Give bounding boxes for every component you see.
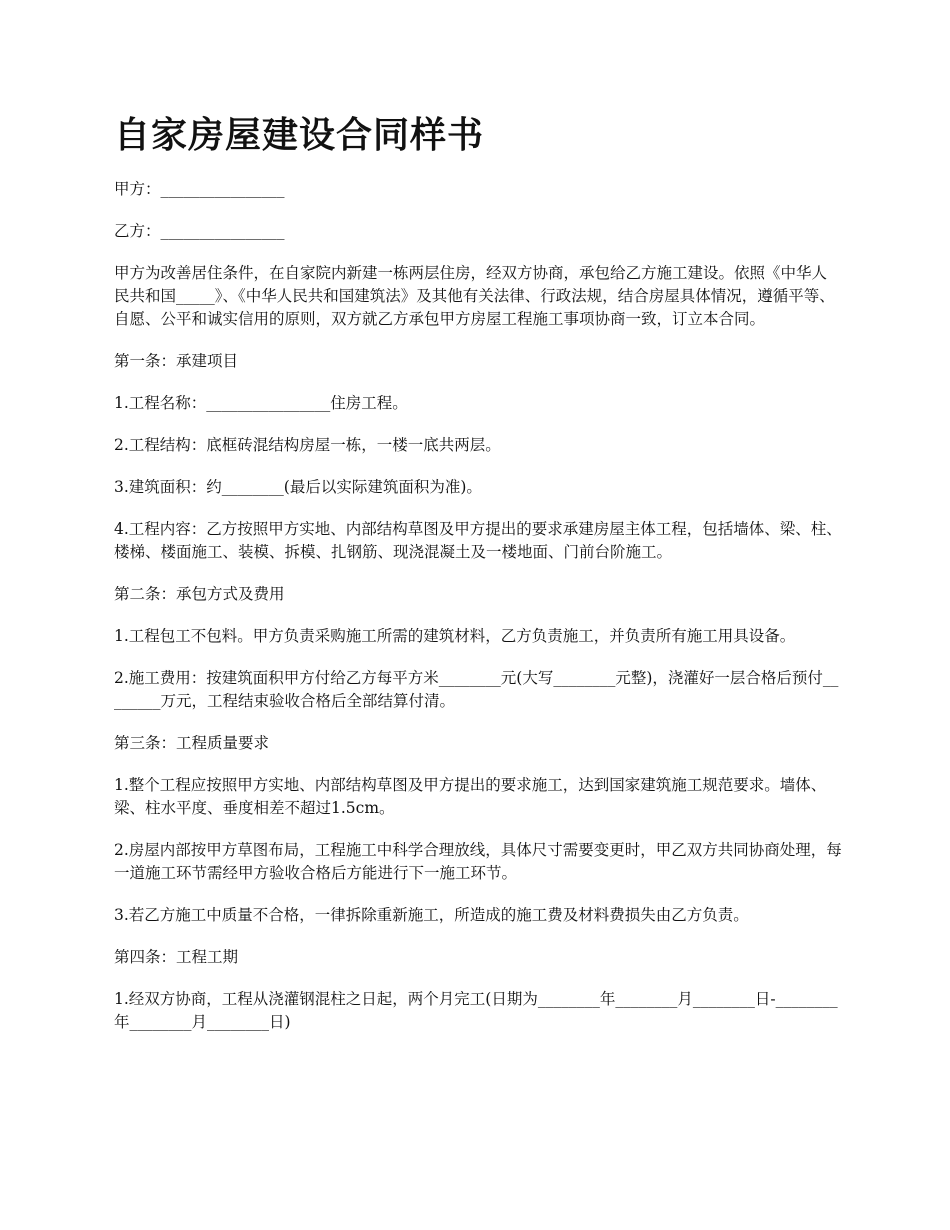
- document-title: 自家房屋建设合同样书: [114, 115, 485, 156]
- party-b-line: 乙方：________________: [114, 222, 285, 240]
- article-4-heading: 第四条：工程工期: [114, 948, 239, 966]
- article-3-item-1: 1.整个工程应按照甲方实地、内部结构草图及甲方提出的要求施工，达到国家建筑施工规范要求。墙体、梁、柱水平度、垂度相差不超过1.5cm。: [114, 776, 827, 817]
- article-2-item-2: 2.施工费用：按建筑面积甲方付给乙方每平方米________元(大写________元整)，浇灌好一层合格后预付________万元，工程结束验收合格后全部结算付清。: [114, 669, 839, 710]
- article-4-item-1: 1.经双方协商，工程从浇灌钢混柱之日起，两个月完工(日期为________年________月________日-________年________月________日): [114, 990, 838, 1031]
- article-2-item-1: 1.工程包工不包料。甲方负责采购施工所需的建筑材料，乙方负责施工，并负责所有施工用具设备。: [114, 627, 796, 645]
- document-page: [114, 108, 842, 1053]
- preamble-paragraph: 甲方为改善居住条件，在自家院内新建一栋两层住房，经双方协商，承包给乙方施工建设。依照《中华人民共和国_____》、《中华人民共和国建筑法》及其他有关法律、行政法规，结合房屋具体情况，遵循平等、自愿、公平和诚实信用的原则，双方就乙方承包甲方房屋工程施工事项协商一致，订立本合同。: [114, 264, 835, 328]
- article-1-item-2: 2.工程结构：底框砖混结构房屋一栋，一楼一底共两层。: [114, 436, 501, 454]
- article-1-item-1: 1.工程名称：________________住房工程。: [114, 394, 408, 412]
- article-2-heading: 第二条：承包方式及费用: [114, 585, 285, 603]
- article-3-heading: 第三条：工程质量要求: [114, 734, 270, 752]
- article-3-item-2: 2.房屋内部按甲方草图布局，工程施工中科学合理放线，具体尺寸需要变更时，甲乙双方共同协商处理，每一道施工环节需经甲方验收合格后方能进行下一施工环节。: [114, 841, 842, 882]
- article-3-item-3: 3.若乙方施工中质量不合格，一律拆除重新施工，所造成的施工费及材料费损失由乙方负责。: [114, 906, 749, 924]
- article-1-heading: 第一条：承建项目: [114, 352, 239, 370]
- article-1-item-3: 3.建筑面积：约________(最后以实际建筑面积为准)。: [114, 478, 482, 496]
- article-1-item-4: 4.工程内容：乙方按照甲方实地、内部结构草图及甲方提出的要求承建房屋主体工程，包括墙体、梁、柱、楼梯、楼面施工、装模、拆模、扎钢筋、现浇混凝土及一楼地面、门前台阶施工。: [114, 520, 842, 561]
- party-a-line: 甲方：________________: [114, 180, 285, 198]
